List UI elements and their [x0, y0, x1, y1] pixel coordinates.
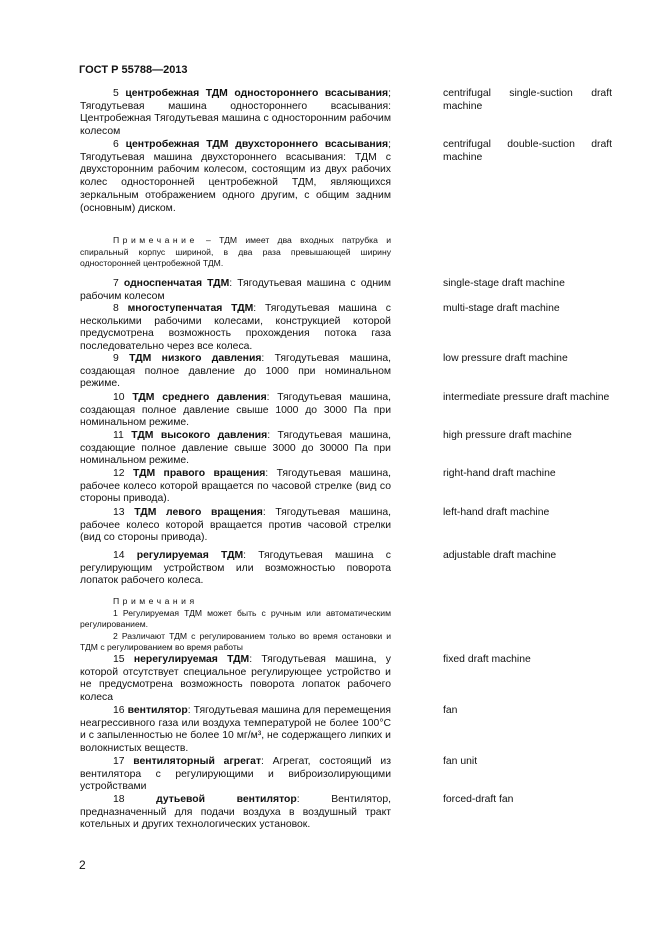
term-number: 10	[113, 392, 125, 403]
term-title: ТДМ левого вращения	[134, 507, 263, 518]
term-number: 12	[113, 468, 125, 479]
term-number: 14	[113, 550, 125, 561]
document-header: ГОСТ Р 55788—2013	[79, 64, 188, 76]
term-number: 18	[113, 794, 125, 805]
term-definition: : Тягодутьевая машина с несколькими рабочими колесами, конструкцией которой предусмотрена возможность прохождения потока газа последовательно через все колеса.	[80, 303, 391, 353]
term-english-13: left-hand draft machine	[443, 507, 550, 518]
term-title: центробежная ТДМ двухстороннего всасывания	[125, 139, 389, 150]
term-entry-11	[80, 430, 391, 468]
term-number: 16	[113, 705, 125, 716]
term-number: 5	[113, 88, 119, 99]
term-definition: : Тягодутьевая машина для перемещения неагрессивного газа или воздуха температурой не более 100°C и с запыленностью не более 10 мг/м³, не содержащего липких и волокнистых веществ.	[80, 705, 391, 755]
note-item-2: 2 Различают ТДМ с регулированием только во время остановки и ТДМ с регулированием во время работы	[80, 630, 391, 652]
term-english-17: fan unit	[443, 756, 478, 767]
term-entry-15	[80, 654, 391, 705]
term-title: ТДМ низкого давления	[129, 353, 262, 364]
term-entry-17	[80, 756, 391, 794]
note-text: – ТДМ имеет два входных патрубка и спиральный корпус шириной, в два раза превышающей ширину односторонней центробежной ТДМ.	[80, 235, 391, 268]
term-entry-9	[80, 353, 391, 391]
term-title: вентиляторный агрегат	[133, 756, 262, 767]
term-title: дутьевой вентилятор	[156, 794, 297, 805]
term-title: нерегулируемая ТДМ	[133, 654, 250, 665]
term-english-9: low pressure draft machine	[443, 353, 568, 364]
term-english-16: fan	[443, 705, 458, 716]
note-block-2	[80, 596, 391, 654]
note-item-1: 1 Регулируемая ТДМ может быть с ручным или автоматическим регулированием.	[80, 607, 391, 629]
term-entry-8	[80, 303, 391, 354]
term-definition: : Тягодутьевая машина, у которой отсутствует специальное регулирующее устройство и не предусмотрена возможность поворота лопаток рабочего колеса	[80, 654, 391, 704]
term-english-15: fixed draft machine	[443, 654, 531, 665]
note-block-1	[80, 235, 391, 270]
term-entry-7	[80, 278, 391, 303]
term-title: вентилятор	[127, 705, 188, 716]
term-definition: : Тягодутьевая машина, создающая полное давление свыше 1000 до 3000 Па при номинальном режиме.	[80, 392, 391, 429]
term-number: 8	[113, 303, 119, 314]
term-definition: : Тягодутьевая машина, создающие полное давление свыше 3000 до 30000 Па при номинальном режиме.	[80, 430, 391, 467]
term-entry-12	[80, 468, 391, 506]
term-english-6: centrifugal double-suction draft machine	[443, 139, 612, 163]
term-number: 9	[113, 353, 119, 364]
term-english-14: adjustable draft machine	[443, 550, 557, 561]
term-number: 11	[113, 430, 124, 441]
term-number: 13	[113, 507, 125, 518]
term-definition: : Тягодутьевая машина, рабочее колесо которой вращается против часовой стрелки (вид со стороны привода).	[80, 507, 391, 544]
term-title: ТДМ среднего давления	[132, 392, 267, 403]
note-label: Примечание	[113, 235, 198, 245]
term-title: ТДМ правого вращения	[132, 468, 266, 479]
term-definition: ; Тягодутьевая машина двухстороннего всасывания: ТДМ с двухсторонним рабочим колесом, состоящим из двух рабочих колес односторонней центробежной ТДМ, являющихся зеркальным отображением одного другим, с общим задним (основным) диском.	[80, 139, 392, 214]
term-definition: ; Тягодутьевая машина одностороннего всасывания: Центробежная Тягодутьевая машина с односторонним рабочим колесом	[80, 88, 392, 138]
term-english-5: centrifugal single-suction draft machine	[443, 88, 612, 112]
term-english-12: right-hand draft machine	[443, 468, 556, 479]
term-title: центробежная ТДМ одностороннего всасывания	[125, 88, 389, 99]
term-entry-16	[80, 705, 391, 756]
term-entry-6	[80, 139, 391, 215]
term-english-18: forced-draft fan	[443, 794, 514, 805]
term-number: 17	[113, 756, 125, 767]
term-english-8: multi-stage draft machine	[443, 303, 560, 314]
term-entry-13	[80, 507, 391, 545]
term-english-7: single-stage draft machine	[443, 278, 565, 289]
term-entry-18	[80, 794, 391, 832]
term-entry-14	[80, 550, 391, 588]
term-title: регулируемая ТДМ	[136, 550, 244, 561]
term-definition: : Тягодутьевая машина, рабочее колесо которой вращается по часовой стрелке (вид со стороны привода).	[80, 468, 391, 505]
page-number: 2	[79, 858, 86, 872]
term-title: односпенчатая ТДМ	[123, 278, 230, 289]
term-definition: : Вентилятор, предназначенный для подачи воздуха в воздушный тракт котельных и других технологических установок.	[80, 794, 392, 831]
term-english-11: high pressure draft machine	[443, 430, 572, 441]
term-definition: : Тягодутьевая машина, создающая полное давление до 1000 при номинальном режиме.	[80, 353, 392, 390]
term-entry-5	[80, 88, 391, 139]
note-label: Примечания	[113, 596, 198, 606]
term-title: многоступенчатая ТДМ	[127, 303, 254, 314]
term-definition: : Тягодутьевая машина с одним рабочим колесом	[80, 278, 392, 302]
term-definition: : Агрегат, состоящий из вентилятора с регулирующими и виброизолирующими устройствами	[80, 756, 391, 793]
term-title: ТДМ высокого давления	[131, 430, 268, 441]
term-number: 15	[113, 654, 125, 665]
term-number: 7	[113, 278, 119, 289]
term-definition: : Тягодутьевая машина с регулирующим устройством или возможностью поворота лопаток рабочего колеса.	[80, 550, 391, 587]
term-entry-10	[80, 392, 391, 430]
term-english-10: intermediate pressure draft machine	[443, 392, 610, 403]
term-number: 6	[113, 139, 119, 150]
